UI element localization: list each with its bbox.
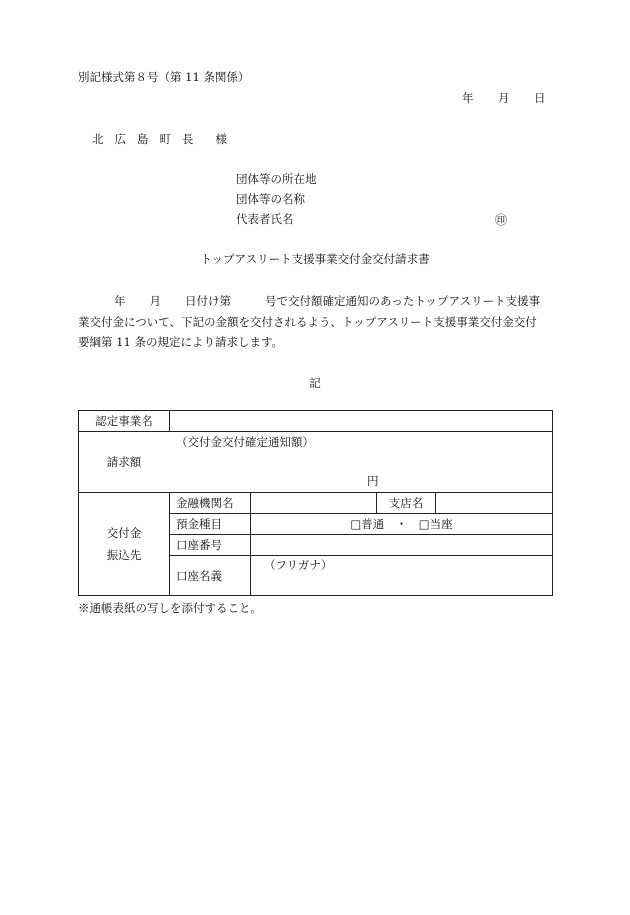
- account-holder-label: 口座名義: [176, 568, 222, 583]
- deposit-type-options[interactable]: □普通 ・ □当座: [350, 517, 453, 531]
- deposit-type-label: 預金種目: [176, 517, 222, 531]
- date-year-label: 年: [462, 91, 474, 105]
- form-number: 別記様式第８号（第 11 条関係）: [78, 70, 250, 84]
- account-holder-field[interactable]: [251, 574, 552, 594]
- sender-address-label: 団体等の所在地: [236, 172, 317, 186]
- request-amount-field[interactable]: [170, 450, 360, 490]
- bank-name-label: 金融機関名: [176, 496, 234, 510]
- project-name-label: 認定事業名: [95, 414, 153, 428]
- yen-unit: 円: [367, 474, 379, 488]
- addressee: 北 広 島 町 長 様: [92, 132, 227, 146]
- branch-name-field[interactable]: [436, 493, 552, 513]
- date-day-label: 日: [534, 91, 546, 105]
- amount-note: （交付金交付確定通知額）: [176, 435, 314, 449]
- account-number-field[interactable]: [251, 535, 552, 555]
- date-month-label: 月: [498, 91, 510, 105]
- project-name-field[interactable]: [170, 411, 552, 431]
- bank-name-field[interactable]: [251, 493, 376, 513]
- seal-mark: ㊞: [495, 213, 508, 227]
- document-title: トップアスリート支援事業交付金交付請求書: [200, 252, 430, 266]
- account-number-label: 口座番号: [176, 538, 222, 552]
- attachment-note: ※通帳表紙の写しを添付すること。: [78, 601, 262, 615]
- request-table: [78, 410, 553, 596]
- request-amount-label: 請求額: [106, 455, 142, 469]
- transfer-destination-label: 交付金 振込先: [106, 526, 142, 562]
- sender-name-label: 団体等の名称: [236, 192, 305, 206]
- body-line-1: 年 月 日付け第 号で交付額確定通知のあったトップアスリート支援事: [114, 294, 541, 308]
- representative-label: 代表者氏名: [236, 212, 294, 226]
- body-line-3: 要綱第 11 条の規定により請求します。: [78, 335, 284, 349]
- body-line-2: 業交付金について、下記の金額を交付されるよう、トップアスリート支援事業交付金交付: [78, 315, 537, 329]
- branch-label: 支店名: [388, 496, 424, 510]
- furigana-label: （フリガナ）: [264, 558, 333, 572]
- ki-heading: 記: [309, 376, 321, 390]
